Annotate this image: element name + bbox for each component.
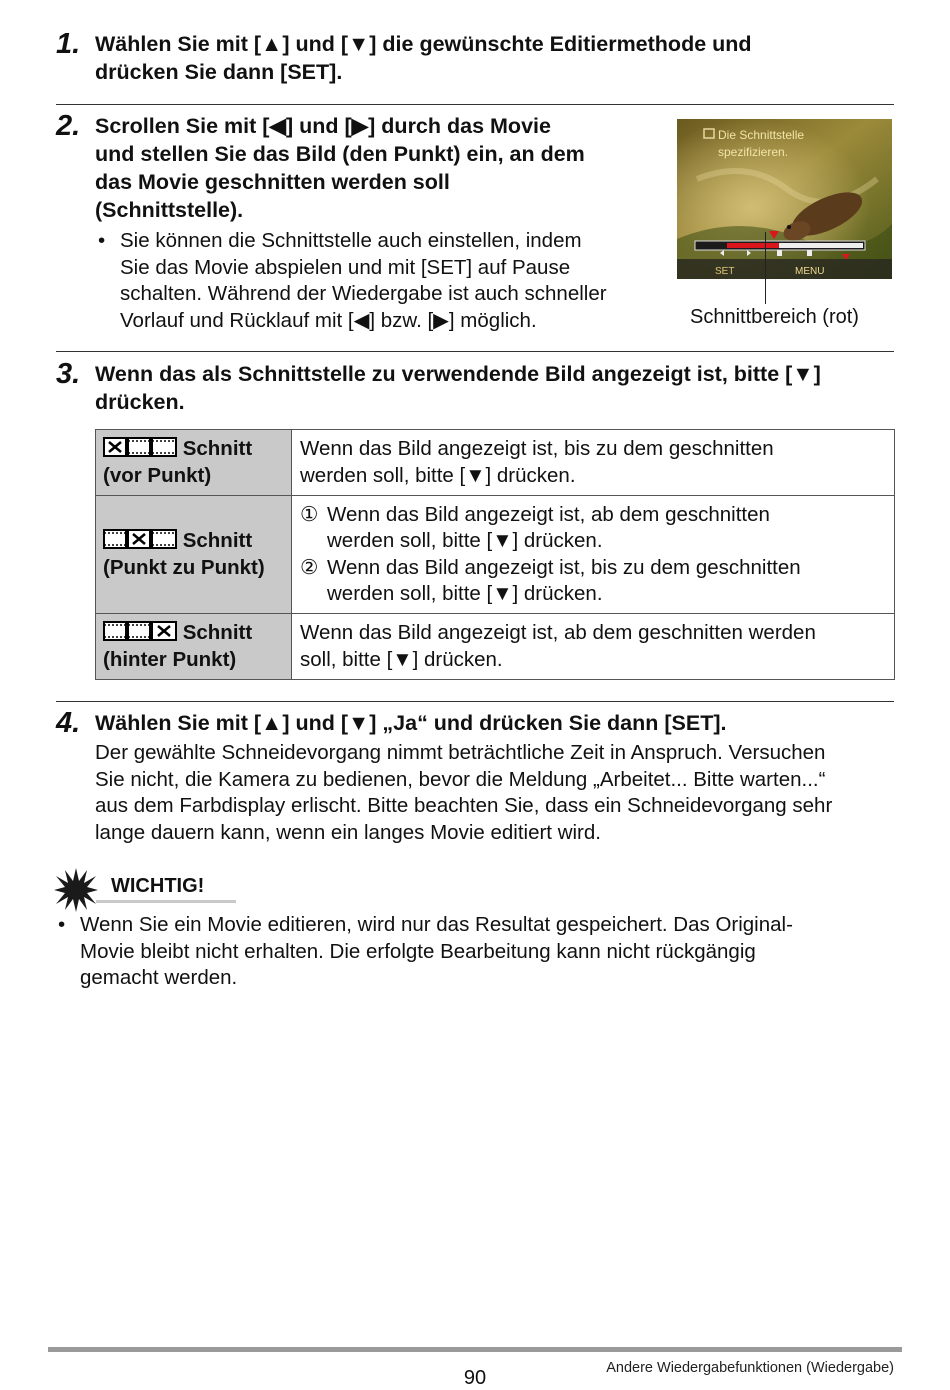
step-3-heading <box>95 360 821 416</box>
step-4-body <box>95 740 895 846</box>
table-row <box>96 614 895 680</box>
cut-mode-desc: (Punkt zu Punkt) <box>103 555 265 579</box>
screen-text-line-1: Die Schnittstelle <box>718 128 805 142</box>
step-2-heading-line: das Movie geschnitten werden soll <box>95 170 450 194</box>
note-line: Movie bleibt nicht erhalten. Die erfolgte Bearbeitung kann nicht rückgängig <box>80 939 756 963</box>
step-1-number: 1. <box>56 28 81 60</box>
value-line: Wenn das Bild angezeigt ist, ab dem geschnitten <box>327 502 770 526</box>
value-line: Wenn das Bild angezeigt ist, bis zu dem geschnitten <box>300 437 774 460</box>
cut-after-point-icon <box>103 621 177 641</box>
important-note-text <box>80 912 793 992</box>
note-line: gemacht werden. <box>80 966 238 989</box>
cut-point-to-point-icon <box>103 529 177 549</box>
step-1-heading-line: Wählen Sie mit [▲] und [▼] die gewünschte Editiermethode und <box>95 32 752 56</box>
step-4-number: 4. <box>56 707 81 739</box>
step-2-note <box>98 228 668 338</box>
value-line: werden soll, bitte [▼] drücken. <box>327 529 603 552</box>
table-value-cell <box>292 430 895 496</box>
numbered-item <box>300 555 886 608</box>
photo-caption: Schnittbereich (rot) <box>690 306 859 328</box>
important-note <box>58 912 898 994</box>
cut-mode-name: Schnitt <box>182 621 253 644</box>
camera-screen-illustration <box>677 119 892 279</box>
divider <box>56 701 894 702</box>
table-key-cell <box>96 430 292 496</box>
value-line: werden soll, bitte [▼] drücken. <box>300 463 576 487</box>
cut-before-point-icon <box>103 437 177 457</box>
screen-set-label: SET <box>715 266 735 277</box>
note-line: Sie das Movie abspielen und mit [SET] auf Pause <box>120 255 571 279</box>
cut-range-bar <box>727 243 779 248</box>
starburst-icon <box>54 868 98 912</box>
table-row <box>96 430 895 496</box>
caption-leader-line <box>765 232 766 304</box>
footer-bar <box>48 1347 902 1352</box>
item-marker: ① <box>300 502 319 526</box>
step-3-number: 3. <box>56 358 81 390</box>
body-line: Sie nicht, die Kamera zu bedienen, bevor die Meldung „Arbeitet... Bitte warten...“ <box>95 767 826 791</box>
cut-mode-desc: (vor Punkt) <box>103 463 212 487</box>
table-row <box>96 496 895 614</box>
bullet: • <box>58 913 66 936</box>
value-line: Wenn das Bild angezeigt ist, ab dem geschnitten werden <box>300 621 816 644</box>
note-line: Wenn Sie ein Movie editieren, wird nur das Resultat gespeichert. Das Original- <box>80 913 793 936</box>
step-4-heading: Wählen Sie mit [▲] und [▼] „Ja“ und drücken Sie dann [SET]. <box>95 711 727 735</box>
step-2-heading-line: (Schnittstelle). <box>95 198 244 222</box>
table-value-cell <box>292 496 895 614</box>
screen-text-line-2: spezifizieren. <box>718 145 789 159</box>
cut-mode-name: Schnitt <box>182 529 253 552</box>
numbered-item <box>300 502 886 555</box>
step-3-heading-line: Wenn das als Schnittstelle zu verwendende Bild angezeigt ist, bitte [▼] <box>95 362 821 386</box>
table-key-cell <box>96 614 292 680</box>
cut-mode-name: Schnitt <box>182 437 253 460</box>
note-line: schalten. Während der Wiedergabe ist auch schneller <box>120 282 607 305</box>
step-2-heading-line: und stellen Sie das Bild (den Punkt) ein, an dem <box>95 142 585 166</box>
table-key-cell <box>96 496 292 614</box>
page-number: 90 <box>463 1367 487 1389</box>
step-3-heading-line: drücken. <box>95 390 185 414</box>
step-2-note-text <box>120 228 607 334</box>
value-line: soll, bitte [▼] drücken. <box>300 647 503 671</box>
step-1-heading <box>95 30 752 86</box>
cut-mode-desc: (hinter Punkt) <box>103 647 237 671</box>
step-1-heading-line: drücken Sie dann [SET]. <box>95 60 343 84</box>
footer-section-title: Andere Wiedergabefunktionen (Wiedergabe) <box>606 1360 894 1376</box>
bullet: • <box>98 229 106 252</box>
cut-modes-table <box>95 429 895 680</box>
screen-menu-label: MENU <box>795 266 825 277</box>
item-marker: ② <box>300 555 319 579</box>
body-line: aus dem Farbdisplay erlischt. Bitte beachten Sie, dass ein Schneidevorgang sehr <box>95 794 833 817</box>
step-2-number: 2. <box>56 110 81 142</box>
body-line: Der gewählte Schneidevorgang nimmt beträchtliche Zeit in Anspruch. Versuchen <box>95 741 826 764</box>
note-line: Sie können die Schnittstelle auch einstellen, indem <box>120 229 582 252</box>
step-2-heading <box>95 112 585 224</box>
value-line: Wenn das Bild angezeigt ist, bis zu dem geschnitten <box>327 555 801 579</box>
value-line: werden soll, bitte [▼] drücken. <box>327 582 603 605</box>
divider <box>56 351 894 352</box>
body-line: lange dauern kann, wenn ein langes Movie editiert wird. <box>95 820 601 844</box>
note-line: Vorlauf und Rücklauf mit [◀] bzw. [▶] möglich. <box>120 308 537 332</box>
divider <box>56 104 894 105</box>
important-underline <box>96 900 236 903</box>
table-value-cell <box>292 614 895 680</box>
step-2-heading-line: Scrollen Sie mit [◀] und [▶] durch das Movie <box>95 114 551 138</box>
camera-screen-photo <box>677 119 892 279</box>
important-title: WICHTIG! <box>111 875 205 897</box>
